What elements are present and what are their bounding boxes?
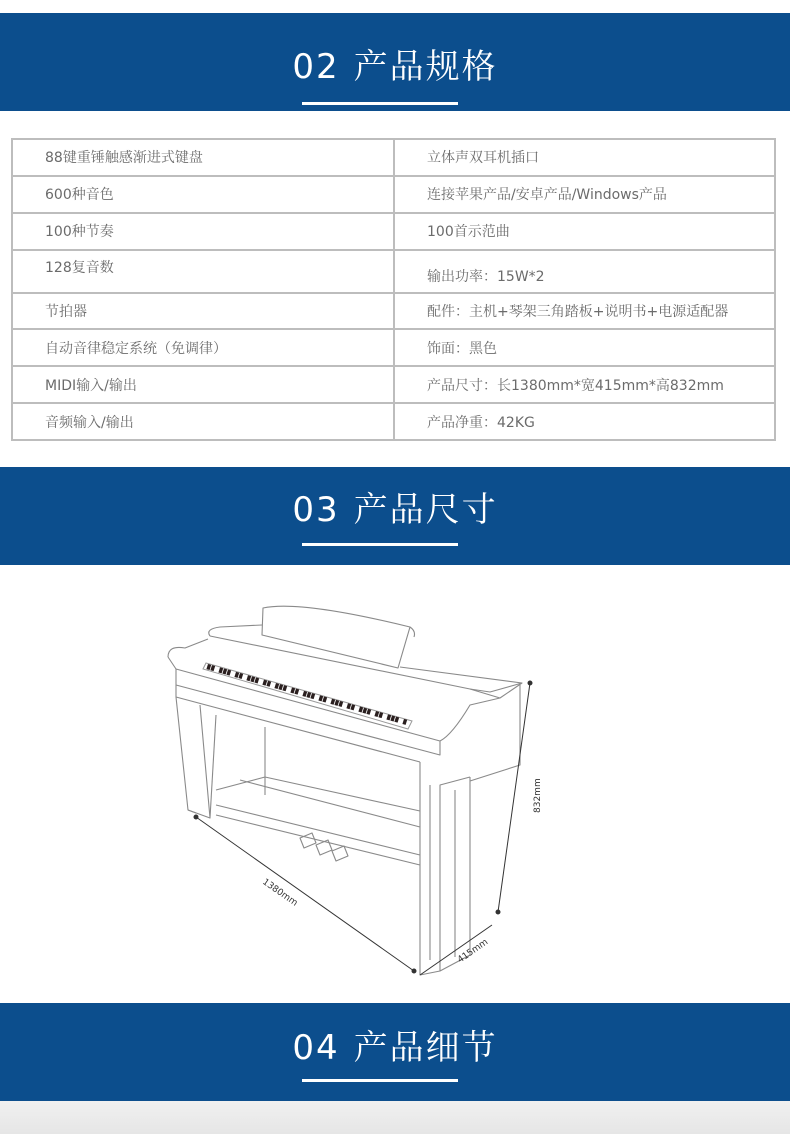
- spec-cell: 128复音数: [12, 250, 394, 293]
- black-key: [334, 700, 339, 706]
- black-key: [330, 699, 335, 705]
- spec-cell: 自动音律稳定系统（免调律）: [12, 329, 394, 366]
- section-title-text: 产品规格: [353, 47, 498, 87]
- dimension-depth-label: 415mm: [455, 937, 491, 966]
- spec-cell: 600种音色: [12, 176, 394, 213]
- table-row: [12, 139, 775, 176]
- black-key: [238, 673, 243, 679]
- section-banner-size: [0, 467, 790, 565]
- black-key: [234, 672, 239, 678]
- black-key: [274, 683, 279, 689]
- spec-cell: 100种节奏: [12, 213, 394, 250]
- section-number: 04: [292, 1028, 340, 1068]
- black-keys: [206, 664, 407, 725]
- section-banner-specs: [0, 13, 790, 111]
- section-title-size: [0, 490, 790, 530]
- piano-dimension-drawing: [0, 565, 790, 1003]
- section-number: 02: [292, 47, 340, 87]
- spec-cell: 音频输入/输出: [12, 403, 394, 440]
- black-key: [218, 667, 223, 673]
- black-key: [246, 675, 251, 681]
- detail-image-top: [0, 1101, 790, 1134]
- title-underline: [302, 543, 458, 546]
- spec-cell: MIDI输入/输出: [12, 366, 394, 403]
- black-key: [374, 711, 379, 717]
- black-key: [290, 688, 295, 694]
- black-key: [390, 716, 395, 722]
- black-key: [254, 677, 259, 683]
- spec-cell: 100首示范曲: [394, 213, 775, 250]
- black-key: [206, 664, 211, 670]
- black-key: [358, 707, 363, 713]
- black-key: [266, 681, 271, 687]
- black-key: [210, 665, 215, 671]
- spec-cell: 立体声双耳机插口: [394, 139, 775, 176]
- spec-cell: 输出功率：15W*2: [394, 250, 775, 293]
- section-title-text: 产品尺寸: [353, 490, 498, 530]
- black-key: [306, 692, 311, 698]
- title-underline: [302, 102, 458, 105]
- black-key: [346, 703, 351, 709]
- table-row: [12, 329, 775, 366]
- table-row: [12, 366, 775, 403]
- dimension-length-label: 1380mm: [260, 877, 300, 909]
- black-key: [302, 691, 307, 697]
- spec-cell: 节拍器: [12, 293, 394, 330]
- black-key: [366, 709, 371, 715]
- black-key: [310, 693, 315, 699]
- section-title-details: [0, 1028, 790, 1068]
- black-key: [322, 696, 327, 702]
- black-key: [262, 680, 267, 686]
- section-number: 03: [292, 490, 340, 530]
- black-key: [350, 704, 355, 710]
- black-key: [402, 719, 407, 725]
- section-banner-details: [0, 1003, 790, 1101]
- black-key: [294, 689, 299, 695]
- title-underline: [302, 1079, 458, 1082]
- spec-cell: 产品净重：42KG: [394, 403, 775, 440]
- spec-table: [11, 138, 776, 441]
- black-key: [278, 684, 283, 690]
- black-key: [378, 712, 383, 718]
- black-key: [222, 668, 227, 674]
- black-key: [226, 670, 231, 676]
- spec-cell: 连接苹果产品/安卓产品/Windows产品: [394, 176, 775, 213]
- black-key: [282, 685, 287, 691]
- black-key: [318, 695, 323, 701]
- table-row: [12, 213, 775, 250]
- spec-cell: 产品尺寸：长1380mm*宽415mm*高832mm: [394, 366, 775, 403]
- spec-cell: 饰面：黑色: [394, 329, 775, 366]
- table-row: [12, 250, 775, 293]
- spec-cell: 88键重锤触感渐进式键盘: [12, 139, 394, 176]
- table-row: [12, 293, 775, 330]
- spec-cell: 配件：主机+琴架三角踏板+说明书+电源适配器: [394, 293, 775, 330]
- black-key: [250, 676, 255, 682]
- table-row: [12, 403, 775, 440]
- dimension-height-label: 832mm: [533, 778, 543, 813]
- black-key: [338, 701, 343, 707]
- table-row: [12, 176, 775, 213]
- section-title-text: 产品细节: [353, 1028, 498, 1068]
- black-key: [362, 708, 367, 714]
- section-title-specs: [0, 47, 790, 87]
- black-key: [386, 714, 391, 720]
- black-key: [394, 717, 399, 723]
